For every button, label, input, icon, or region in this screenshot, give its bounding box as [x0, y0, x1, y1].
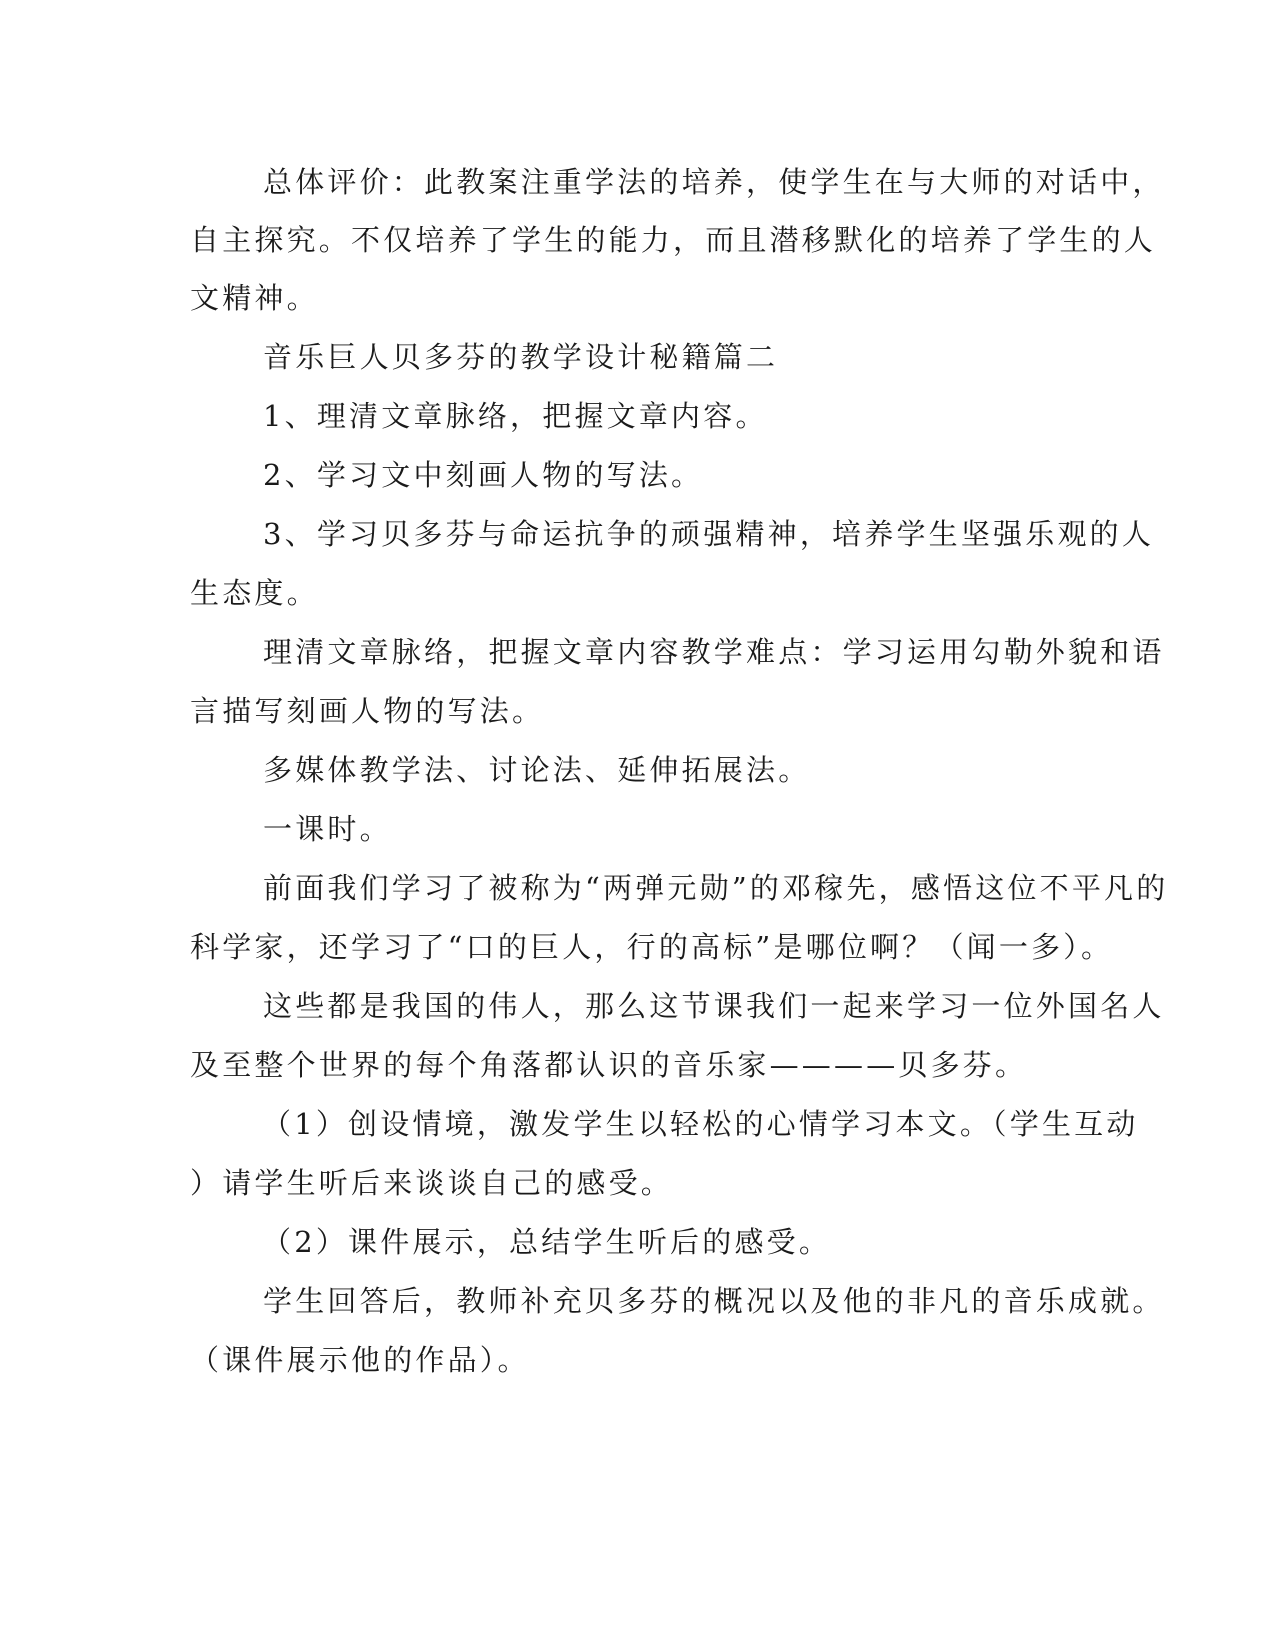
text-line: 一课时。 — [263, 812, 392, 846]
text-line: 言描写刻画人物的写法。 — [190, 694, 545, 728]
text-line: 前面我们学习了被称为“两弹元勋”的邓稼先，感悟这位不平凡的 — [263, 871, 1169, 905]
text-line: 多媒体教学法、讨论法、延伸拓展法。 — [263, 753, 811, 787]
text-line: 2、学习文中刻画人物的写法。 — [263, 458, 704, 492]
text-line: （2）课件展示，总结学生听后的感受。 — [262, 1225, 832, 1259]
text-line: 3、学习贝多芬与命运抗争的顽强精神，培养学生坚强乐观的人 — [263, 517, 1155, 551]
text-line: 自主探究。不仅培养了学生的能力，而且潜移默化的培养了学生的人 — [190, 223, 1157, 257]
text-line: 及至整个世界的每个角落都认识的音乐家————贝多芬。 — [190, 1048, 1028, 1082]
text-line: 理清文章脉络，把握文章内容教学难点：学习运用勾勒外貌和语 — [263, 635, 1165, 669]
text-line: （课件展示他的作品）。 — [190, 1343, 530, 1377]
text-line: 1、理清文章脉络，把握文章内容。 — [263, 399, 768, 433]
text-line: ）请学生听后来谈谈自己的感受。 — [190, 1166, 674, 1200]
text-line: 总体评价：此教案注重学法的培养，使学生在与大师的对话中， — [263, 165, 1165, 199]
section-heading: 音乐巨人贝多芬的教学设计秘籍篇二 — [263, 340, 779, 374]
text-line: （1）创设情境，激发学生以轻松的心情学习本文。（学生互动 — [262, 1107, 1139, 1141]
text-line: 这些都是我国的伟人，那么这节课我们一起来学习一位外国名人 — [263, 989, 1165, 1023]
text-line: 生态度。 — [190, 576, 319, 610]
text-line: 学生回答后，教师补充贝多芬的概况以及他的非凡的音乐成就。 — [263, 1284, 1165, 1318]
text-line: 文精神。 — [190, 281, 319, 315]
text-line: 科学家，还学习了“口的巨人，行的高标”是哪位啊？（闻一多）。 — [190, 930, 1114, 964]
